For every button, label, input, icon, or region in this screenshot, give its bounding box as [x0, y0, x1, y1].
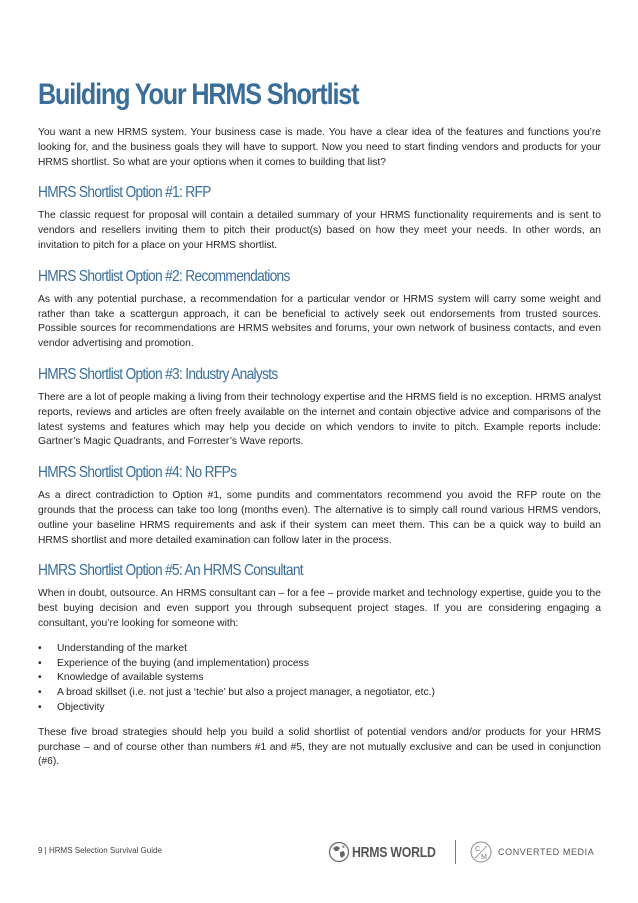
section-heading-no-rfps: HMRS Shortlist Option #4: No RFPs [38, 464, 237, 482]
consultant-qualities-list [38, 642, 601, 716]
list-item: • Experience of the buying (and implementation) process [38, 657, 601, 672]
bullet-icon: • [38, 672, 42, 684]
badge-bottom-letter: M [481, 854, 487, 861]
globe-icon [328, 841, 350, 863]
section-heading-hrms-consultant: HMRS Shortlist Option #5: An HRMS Consultant [38, 562, 303, 580]
list-item: • Objectivity [38, 701, 601, 716]
list-item: • Knowledge of available systems [38, 671, 601, 686]
converted-media-label: CONVERTED MEDIA [498, 847, 595, 857]
bullet-icon: • [38, 657, 42, 669]
logo-divider [455, 840, 456, 864]
section-heading-recommendations: HMRS Shortlist Option #2: Recommendations [38, 267, 290, 285]
section-heading-rfp: HMRS Shortlist Option #1: RFP [38, 184, 211, 202]
intro-paragraph: You want a new HRMS system. Your business case is made. You have a clear idea of the features and functions you’re looking for, and the business goals they will have to support. Now you need to start finding vendors and products for your HRMS shortlist. So what are your options when it comes to building that list? [38, 127, 601, 168]
hrms-world-logo [328, 840, 454, 864]
page-title: Building Your HRMS Shortlist [38, 78, 359, 111]
section-body-industry-analysts: There are a lot of people making a living from their technology expertise and the HRMS field is no exception. HRMS analyst reports, reviews and articles are often freely available on the internet and contain objective advice and comparisons of the latest systems and features which may help you decide on which vendors to invite to pitch. Example reports include: Gartner’s Magic Quadrants, and Forrester’s Wave reports. [38, 391, 601, 448]
list-item: • Understanding of the market [38, 642, 601, 657]
section-body-recommendations: As with any potential purchase, a recommendation for a particular vendor or HRMS system will carry some weight and rather than take a scattergun approach, it can be beneficial to actively seek out endorsements from trusted sources. Possible sources for recommendations are HRMS websites and forums, your own network of business contacts, and even vendor advertising and promotion. [38, 293, 601, 350]
logo-text: HRMS WORLD [352, 843, 436, 861]
section-body-rfp: The classic request for proposal will contain a detailed summary of your HRMS functionality requirements and is sent to vendors and resellers inviting them to pitch their product(s) based on how they meet your needs. In other words, an invitation to pitch for a place on your HRMS shortlist. [38, 210, 601, 251]
converted-media-badge-icon [470, 841, 492, 863]
page-number-label: 9 | HRMS Selection Survival Guide [38, 846, 162, 855]
conclusion-paragraph: These five broad strategies should help you build a solid shortlist of potential vendors and/or products for your HRMS purchase – and of course other than numbers #1 and #5, they are not mutually exclusive and can be used in conjunction (#6). [38, 726, 601, 768]
bullet-icon: • [38, 642, 42, 654]
bullet-icon: • [38, 687, 42, 699]
list-item: • A broad skillset (i.e. not just a ‘techie’ but also a project manager, a negotiator, etc.) [38, 686, 601, 701]
document-page [38, 76, 601, 770]
section-body-hrms-consultant: When in doubt, outsource. An HRMS consultant can – for a fee – provide market and technology expertise, guide you to the best buying decision and even support you through subsequent project stages. If you are considering engaging a consultant, you’re looking for someone with: [38, 588, 601, 629]
bullet-icon: • [38, 701, 42, 713]
section-heading-industry-analysts: HMRS Shortlist Option #3: Industry Analysts [38, 365, 278, 383]
section-body-no-rfps: As a direct contradiction to Option #1, some pundits and commentators recommend you avoid the RFP route on the grounds that the process can take too long (months even). The alternative is to simply call round various HRMS vendors, outline your baseline HRMS requirements and ask if their system can meet them. This can be a quick way to build an HRMS shortlist and more detailed examination can follow later in the process. [38, 490, 601, 546]
badge-top-letter: C [475, 846, 481, 853]
page-footer [38, 840, 600, 864]
